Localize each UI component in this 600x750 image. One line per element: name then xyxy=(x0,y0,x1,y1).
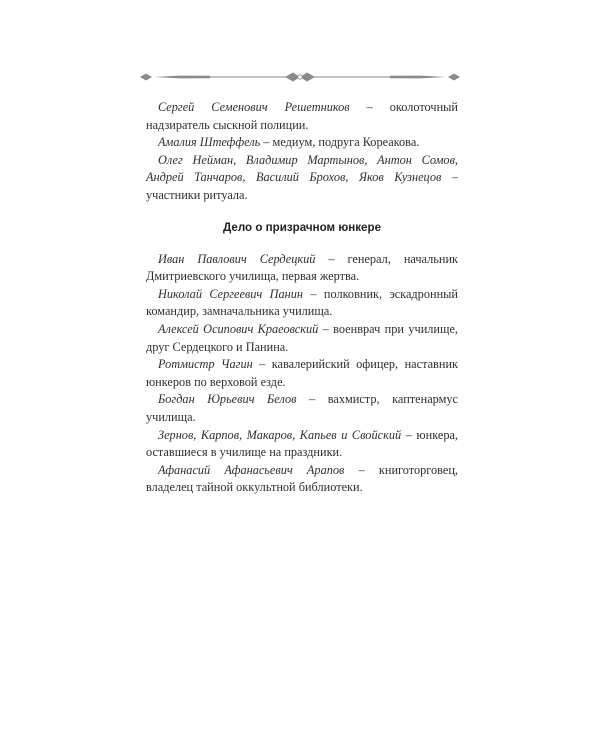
character-name: Афанасий Афанасьевич Арапов xyxy=(158,462,345,477)
character-description: – книготорговец, владелец тайной оккультной библиотеки. xyxy=(146,462,458,495)
character-description: – юнкера, оставшиеся в училище на праздники. xyxy=(146,427,459,460)
character-description: – участники ритуала. xyxy=(146,170,458,202)
character-description: – вахмистр, каптенармус училища. xyxy=(146,392,458,424)
character-name: Ротмистр Чагин xyxy=(158,357,253,372)
character-name: Зернов, Карпов, Макаров, Капьев и Свойский xyxy=(158,427,402,442)
character-name: Алексей Осипович Краеовский xyxy=(158,321,319,336)
character-description: – полковник, эскадронный командир, замначальника училища. xyxy=(146,286,458,319)
character-entry xyxy=(146,134,458,152)
character-entry xyxy=(146,152,458,205)
character-description: – медиум, подруга Кореакова. xyxy=(260,135,420,150)
character-entry xyxy=(146,462,458,497)
character-entry xyxy=(146,99,458,134)
character-description: – военврач при училище, друг Сердецкого и Панина. xyxy=(146,321,458,354)
character-entry xyxy=(146,391,458,426)
character-entry xyxy=(146,251,458,286)
character-name: Олег Нейман, Владимир Мартынов, Антон Сомов, Андрей Танчаров, Василий Брохов, Яков Кузнецов xyxy=(146,152,458,185)
character-name: Сергей Семенович Решетников xyxy=(158,100,350,114)
character-entry xyxy=(146,427,458,462)
character-name: Иван Павлович Сердецкий xyxy=(158,251,316,266)
character-name: Амалия Штеффель xyxy=(158,135,261,150)
character-entry xyxy=(146,356,458,391)
character-description: – кавалерийский офицер, наставник юнкеров по верховой езде. xyxy=(146,357,458,389)
character-list xyxy=(146,99,458,497)
character-name: Богдан Юрьевич Белов xyxy=(158,392,297,407)
section-title: Дело о призрачном юнкере xyxy=(222,220,382,234)
character-description: – околоточный надзиратель сыскной полиции. xyxy=(146,100,458,132)
header-ornament xyxy=(140,70,460,84)
character-name: Николай Сергеевич Панин xyxy=(158,286,304,301)
character-entry xyxy=(146,286,458,321)
character-entry xyxy=(146,321,458,356)
character-description: – генерал, начальник Дмитриевского училища, первая жертва. xyxy=(146,251,459,284)
